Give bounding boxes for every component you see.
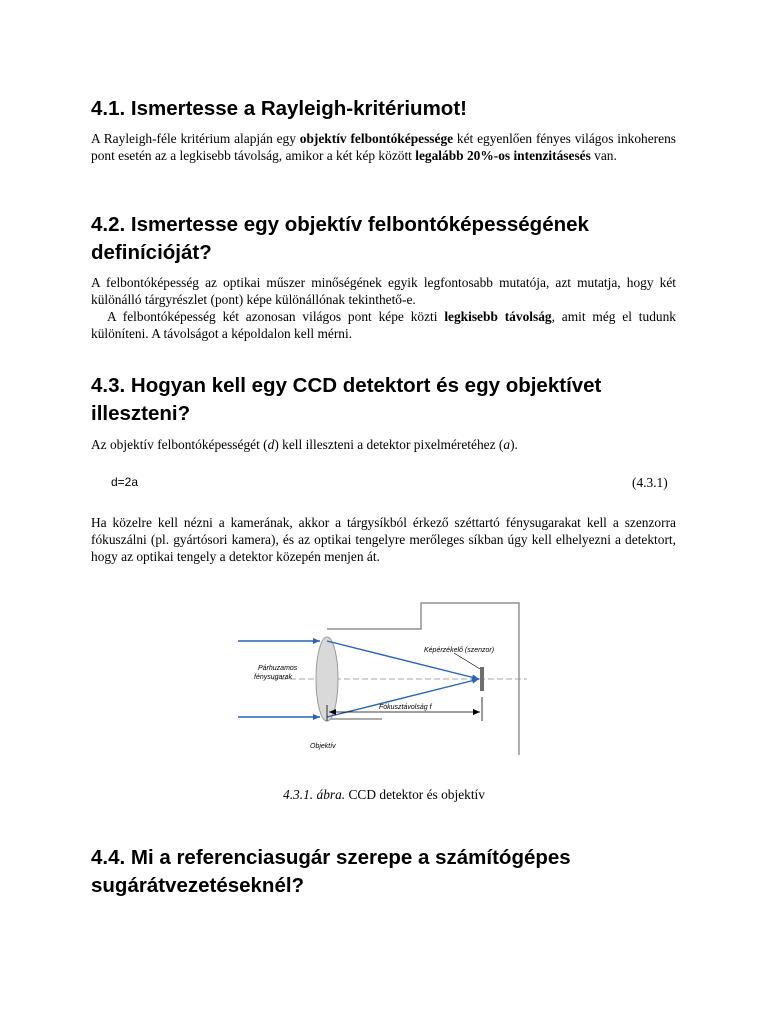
- converging-ray-bottom: [327, 679, 479, 717]
- label-parallel-1: Párhuzamos: [258, 665, 298, 672]
- section-4-2-paragraph-1: A felbontóképesség az optikai műszer minőségének egyik legfontosabb mutatója, azt mutatja, hogy két különálló tárgyrészlet (pont) képe különállónak tekinthető-e.: [91, 275, 676, 307]
- text-run: ) kell illeszteni a detektor pixelméretéhez (: [274, 437, 504, 452]
- label-sensor: Képérzékelő (szenzor): [424, 647, 495, 654]
- section-4-2-title: 4.2. Ismertesse egy objektív felbontóképességének definícióját?: [91, 213, 589, 264]
- text-run: van.: [590, 148, 617, 163]
- label-objective: Objektív: [310, 743, 336, 750]
- text-run: két egyenlően fényes világos inkoherens pont esetén az a legkisebb távolság, amikor a két kép között: [91, 131, 676, 163]
- section-4-2-paragraph-2: [91, 308, 676, 342]
- figure-caption: [0, 787, 768, 803]
- text-run: Az objektív felbontóképességét (: [91, 437, 268, 452]
- equation: d=2a: [111, 475, 139, 489]
- section-4-3-title: 4.3. Hogyan kell egy CCD detektort és egy objektívet illeszteni?: [91, 374, 602, 425]
- ccd-objective-figure: [232, 597, 532, 757]
- caption-text: CCD detektor és objektív: [345, 787, 485, 802]
- equation-number: (4.3.1): [632, 475, 668, 490]
- text-run: ).: [510, 437, 518, 452]
- section-4-1-title: 4.1. Ismertesse a Rayleigh-kritériumot!: [91, 97, 467, 120]
- section-4-4-title: 4.4. Mi a referenciasugár szerepe a számítógépes sugárátvezetéseknél?: [91, 846, 571, 897]
- caption-number: 4.3.1. ábra.: [283, 787, 346, 802]
- section-4-1-paragraph: [91, 130, 676, 164]
- bold-term: objektív felbontóképessége: [299, 131, 454, 146]
- italic-symbol: d: [267, 437, 275, 452]
- sensor-bar: [480, 667, 484, 691]
- label-focal: Fókusztávolság f: [379, 704, 432, 711]
- text-run: , amit még el tudunk különíteni. A távolságot a képoldalon kell mérni.: [91, 309, 676, 341]
- bold-term: legkisebb távolság: [444, 309, 552, 324]
- section-4-3-paragraph-2: Ha közelre kell nézni a kamerának, akkor a tárgysíkból érkező széttartó fénysugarakat kell a szenzorra fókuszálni (pl. gyártósori kamera), és az optikai tengelyre merőleges síkban úgy kell elhelyezni a detektort, hogy az optikai tengely a detektor közepén menjen át.: [91, 515, 676, 564]
- text-run: A felbontóképesség két azonosan világos pont képe közti: [107, 309, 445, 324]
- label-parallel-2: fénysugarak: [254, 674, 293, 681]
- text-run: A Rayleigh-féle kritérium alapján egy: [91, 131, 300, 146]
- section-4-3-paragraph-1: [91, 436, 676, 453]
- sensor-leader: [454, 653, 480, 669]
- italic-symbol: a: [503, 437, 511, 452]
- bold-term: legalább 20%-os intenzitásesés: [415, 148, 591, 163]
